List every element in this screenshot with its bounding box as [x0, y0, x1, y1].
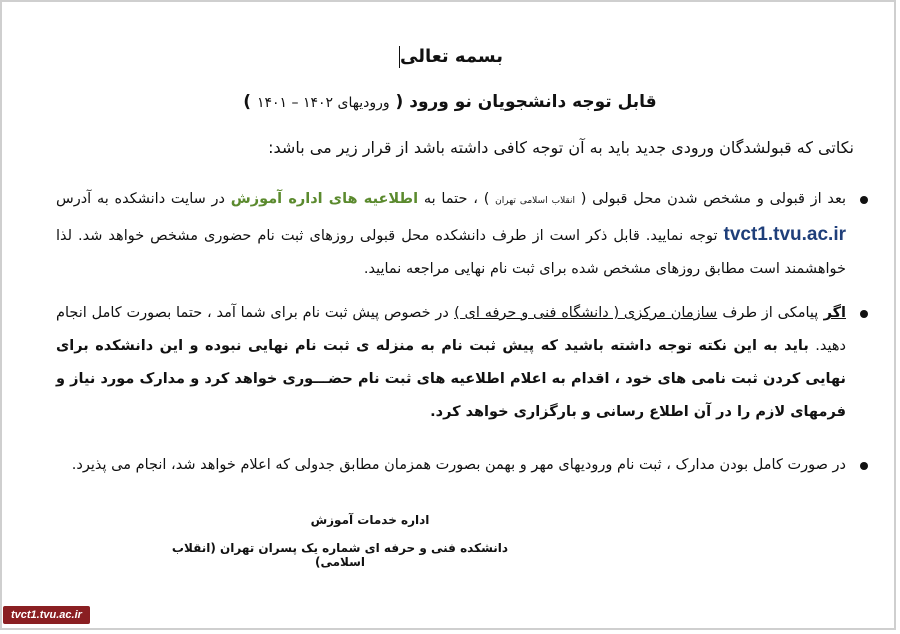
basmala-title — [40, 46, 860, 68]
p1-text-c: در سایت دانشکده به آدرس — [56, 191, 225, 207]
heading-close: ) — [243, 92, 252, 112]
p1-text-a: بعد از قبولی و مشخص شدن محل قبولی ( — [580, 191, 847, 207]
document-heading — [40, 92, 860, 112]
p3-text: در صورت کامل بودن مدارک ، ثبت نام ورودیهای مهر و بهمن بصورت همزمان مطابق جدولی که اعلام خواهد شد، انجام می پذیرد. — [71, 457, 846, 473]
site-url-link[interactable]: tvct1.tvu.ac.ir — [723, 224, 847, 245]
signature-department: اداره خدمات آموزش — [310, 513, 430, 527]
p1-highlight: اطلاعیه های اداره آموزش — [230, 191, 419, 207]
intro-line: نکاتی که قبولشدگان ورودی جدید باید به آن توجه کافی داشته باشد از قرار زیر می باشد: — [268, 138, 854, 157]
bullet-icon — [860, 310, 868, 318]
signature-faculty: دانشکده فنی و حرفه ای شماره یک پسران تهران (انقلاب اسلامی) — [171, 541, 509, 569]
p2-text-b: پیامکی از طرف — [722, 305, 819, 321]
basmala-text: بسمه تعالی — [400, 46, 503, 67]
bullet-icon — [860, 196, 868, 204]
heading-main: قابل توجه دانشجویان نو ورود ( — [395, 92, 657, 112]
site-watermark: tvct1.tvu.ac.ir — [3, 606, 90, 624]
bullet-item-2 — [56, 297, 846, 429]
heading-years: ورودیهای ۱۴۰۲ – ۱۴۰۱ — [257, 95, 390, 111]
p1-tiny-text: انقلاب اسلامی تهران — [495, 196, 575, 206]
p2-text-d: در خصوص پیش ثبت نام برای شما آمد ، حتما بصورت کامل انجام دهید. — [56, 305, 846, 354]
bullet-item-3 — [56, 449, 846, 482]
p1-text-d: توجه نمایید. قابل ذکر است از طرف دانشکده محل قبولی روزهای ثبت نام حضوری مشخص خواهد شد. لذا خواهشمند است مطابق روزهای مشخص شده برای ثبت نام نهایی مراجعه نمایید. — [56, 228, 846, 277]
p2-text-a: اگر — [823, 305, 846, 321]
bullet-icon — [860, 462, 868, 470]
p2-org-name: سازمان مرکزی ( دانشگاه فنی و حرفه ای ) — [454, 305, 718, 321]
bullet-item-1 — [56, 183, 846, 286]
p1-text-b: ) ، حتما به — [423, 191, 490, 207]
p2-text-e: باید به این نکته توجه داشته باشید که پیش ثبت نام به منزله ی ثبت نام نهایی نبوده و این دانشکده برای نهایی کردن ثبت نامی های خود ، اقدام به اعلام اطلاعیه های ثبت نام حضـــوری خواهد کرد و مدارک مورد نیاز و فرمهای لازم را در آن اطلاع رسانی و بارگزاری خواهد کرد. — [56, 338, 846, 420]
